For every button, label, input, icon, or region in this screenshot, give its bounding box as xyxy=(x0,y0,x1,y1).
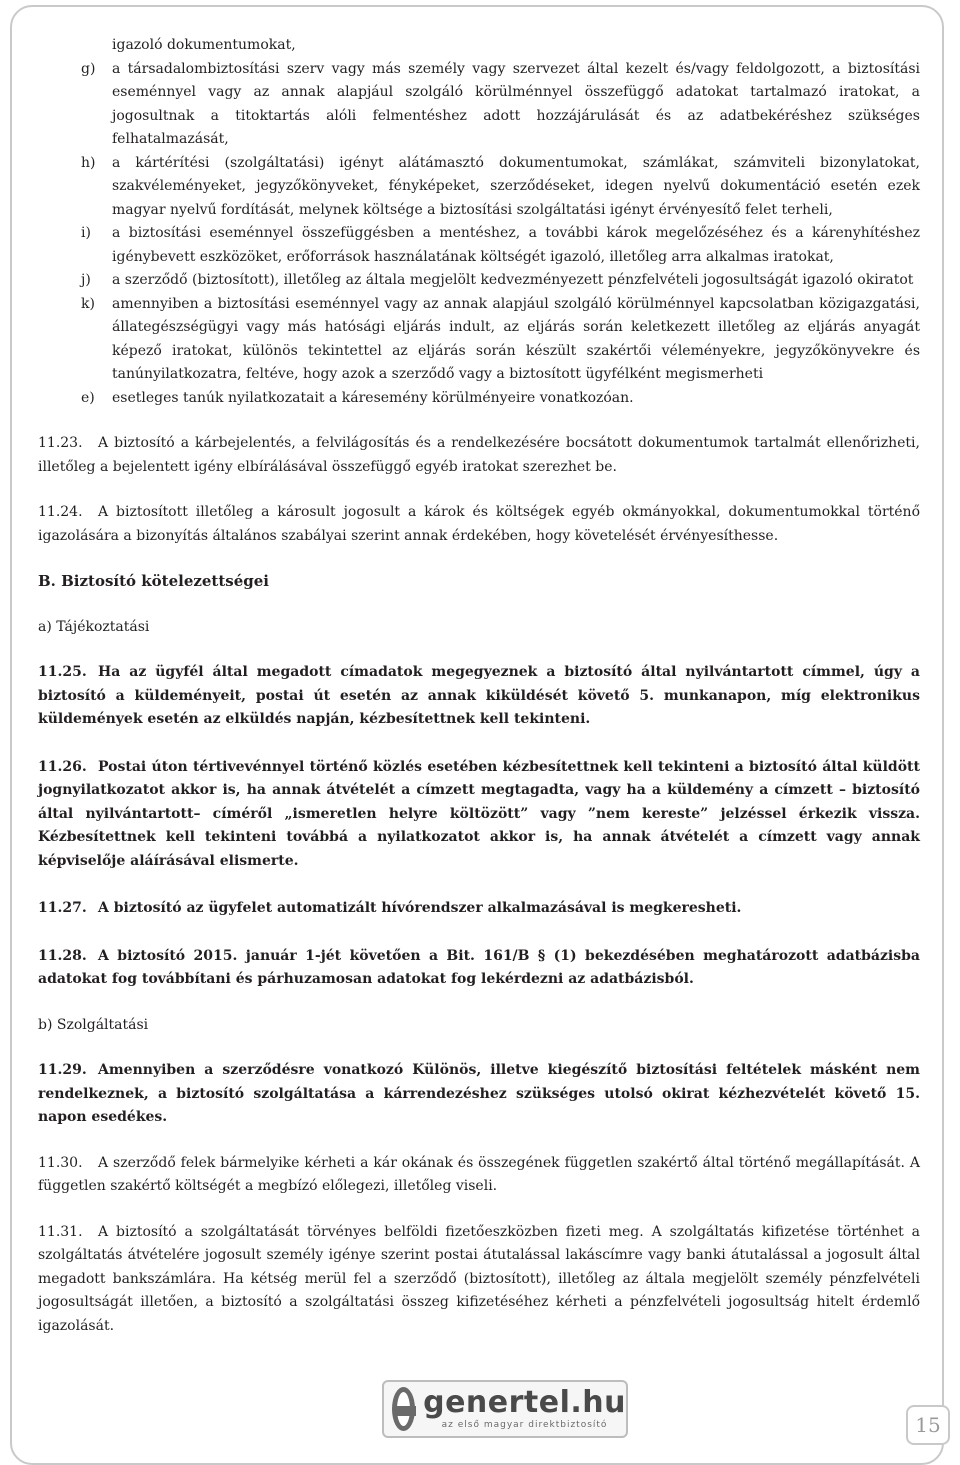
list-item-text: amennyiben a biztosítási eseménnyel vagy az annak alapjául szolgáló körülménnyel kapcsolatban közigazgatási, állategészségügyi vagy más hatósági eljárás indult, az eljárás során keletkezett illetőleg az eljárás anyagát képező iratokat, különös tekintettel az eljárás során készült szakértői véleményekre, jegyzőkönyvekre és tanúnyilatkozatra, feltéve, hogy azok a szerződő vagy a biztosított ügyfélként megismerheti xyxy=(112,295,920,382)
list-item-text: igazoló dokumentumokat, xyxy=(112,37,296,53)
paragraph-11-28 xyxy=(38,945,920,992)
list-item-text: a szerződő (biztosított), illetőleg az általa megjelölt kedvezményezett pénzfelvételi jogosultságát igazoló okiratot xyxy=(112,272,914,288)
list-item xyxy=(38,293,920,387)
paragraph-text: A biztosító a kárbejelentés, a felvilágosítás és a rendelkezésére bocsátott dokumentumok tartalmát ellenőrizheti, illetőleg a bejelentett igény elbírálásával összefüggő egyéb iratokat szerezhet be. xyxy=(38,435,920,475)
paragraph-text: Ha az ügyfél által megadott címadatok megegyeznek a biztosító által nyilvántartott címmel, úgy a biztosító a küldeményeit, postai út esetén az annak kiküldését követő 5. munkanapon, míg elektronikus küldemények esetén az elküldés napján, kézbesítettnek kell tekinteni. xyxy=(38,664,920,727)
subsection-heading-b: b) Szolgáltatási xyxy=(38,1016,149,1033)
paragraph-11-25 xyxy=(38,661,920,732)
list-item-marker: h) xyxy=(81,154,96,171)
page-number: 15 xyxy=(906,1405,950,1445)
paragraph-number: 11.27. xyxy=(38,900,87,916)
list-item-marker: g) xyxy=(81,60,96,77)
list-item xyxy=(38,269,920,293)
paragraph-11-29 xyxy=(38,1059,920,1130)
paragraph-11-27 xyxy=(38,897,920,921)
list-item xyxy=(38,58,920,152)
paragraph-11-31 xyxy=(38,1221,920,1339)
paragraph-text: A biztosító az ügyfelet automatizált hívórendszer alkalmazásával is megkeresheti. xyxy=(98,900,742,916)
paragraph-number: 11.31. xyxy=(38,1223,83,1240)
paragraph-text: A biztosító 2015. január 1-jét követően a Bit. 161/B § (1) bekezdésében meghatározott adatbázisba adatokat fog továbbítani és párhuzamosan adatokat fog lekérdezni az adatbázisból. xyxy=(38,947,920,987)
list-item-marker: e) xyxy=(81,389,95,406)
logo-tagline: az első magyar direktbiztosító xyxy=(441,1420,608,1430)
section-heading-b: B. Biztosító kötelezettségei xyxy=(38,572,269,590)
paragraph-text: A biztosított illetőleg a károsult jogosult a károk és költségek egyéb okmányokkal, dokumentumokkal történő igazolására a bizonyítás általános szabályai szerint annak érdekében, hogy követelését érvényesíthesse. xyxy=(38,504,920,544)
paragraph-number: 11.28. xyxy=(38,947,87,964)
paragraph-11-26 xyxy=(38,756,920,874)
subsection-heading-a: a) Tájékoztatási xyxy=(38,618,150,635)
list-item xyxy=(38,152,920,223)
paragraph-number: 11.26. xyxy=(38,758,87,775)
genertel-logo xyxy=(382,1380,628,1438)
logo-text xyxy=(423,1385,626,1430)
required-documents-list xyxy=(38,34,920,410)
list-item-text: a biztosítási eseménnyel összefüggésben a mentéshez, a további károk megelőzéséhez és a kárenyhítéshez igénybevett eszközöket, erőforrások használatának költségét igazoló, illetőleg arra alkalmas iratokat, xyxy=(112,225,920,265)
list-item-marker: i) xyxy=(81,225,91,241)
paragraph-11-23 xyxy=(38,432,920,479)
list-item-marker: k) xyxy=(81,295,95,312)
paragraph-number: 11.24. xyxy=(38,504,83,520)
list-item xyxy=(38,34,920,58)
paragraph-number: 11.25. xyxy=(38,664,87,680)
list-item-text: a kártérítési (szolgáltatási) igényt alátámasztó dokumentumokat, számlákat, számviteli bizonylatokat, szakvéleményeket, jegyzőkönyveket, fényképeket, szerződéseket, idegen nyelvű dokumentáció esetén ezek magyar nyelvű fordítását, melynek költsége a biztosítási szolgáltatási igényt érvényesítő felet terheli, xyxy=(112,154,920,218)
document-body xyxy=(38,0,920,1338)
logo-brand: genertel.hu xyxy=(423,1385,626,1420)
paragraph-text: Amennyiben a szerződésre vonatkozó Különös, illetve kiegészítő biztosítási feltételek másként nem rendelkeznek, a biztosító szolgáltatása a kárrendezéshez szükséges utolsó okirat kézhezvételét követő 15. napon esedékes. xyxy=(38,1062,920,1125)
list-item-text: esetleges tanúk nyilatkozatait a káresemény körülményeire vonatkozóan. xyxy=(112,389,634,406)
list-item-marker: j) xyxy=(81,272,91,288)
paragraph-11-24 xyxy=(38,501,920,548)
paragraph-number: 11.23. xyxy=(38,435,83,451)
genertel-g-icon xyxy=(392,1387,415,1431)
list-item xyxy=(38,387,920,411)
paragraph-text: A biztosító a szolgáltatását törvényes belföldi fizetőeszközben fizeti meg. A szolgáltatás kifizetése történhet a szolgáltatás átvételére jogosult személy igénye szerint postai átutalással lakáscímre vagy banki átutalással a jogosult által megadott bankszámlára. Ha kétség merül fel a szerződő (biztosított), illetőleg az általa megjelölt személy pénzfelvételi jogosultságát illetően, a biztosító a szolgáltatási összeg kifizetéséhez kérheti a pénzfelvételi jogosultság hitelt érdemlő igazolását. xyxy=(38,1223,920,1334)
paragraph-number: 11.29. xyxy=(38,1062,87,1078)
paragraph-text: Postai úton tértivevénnyel történő közlés esetében kézbesítettnek kell tekinteni a biztosító által küldött jognyilatkozatot akkor is, ha annak átvételét a címzett megtagadta, vagy ha a küldemény a címzett – biztosító által nyilvántartott– címéről „ismeretlen helyre költözött” vagy ”nem kereste” jelzéssel érkezik vissza. Kézbesítettnek kell tekinteni továbbá a nyilatkozatot akkor is, ha annak átvételét a címzett vagy annak képviselője aláírásával elismerte. xyxy=(38,758,920,869)
paragraph-11-30 xyxy=(38,1152,920,1199)
paragraph-text: A szerződő felek bármelyike kérheti a kár okának és összegének független szakértő által történő megállapítását. A független szakértő költségét a megbízó előlegezi, illetőleg viseli. xyxy=(38,1154,920,1194)
list-item-text: a társadalombiztosítási szerv vagy más személy vagy szervezet által kezelt és/vagy feldolgozott, a biztosítási eseménnyel vagy az annak alapjául szolgáló körülménnyel összefüggő adatokat tartalmazó iratokat, a jogosultnak a titoktartás alóli felmentéshez adott hozzájárulását és az adatbekéréshez szükséges felhatalmazását, xyxy=(112,60,920,147)
paragraph-number: 11.30. xyxy=(38,1154,83,1171)
list-item xyxy=(38,222,920,269)
